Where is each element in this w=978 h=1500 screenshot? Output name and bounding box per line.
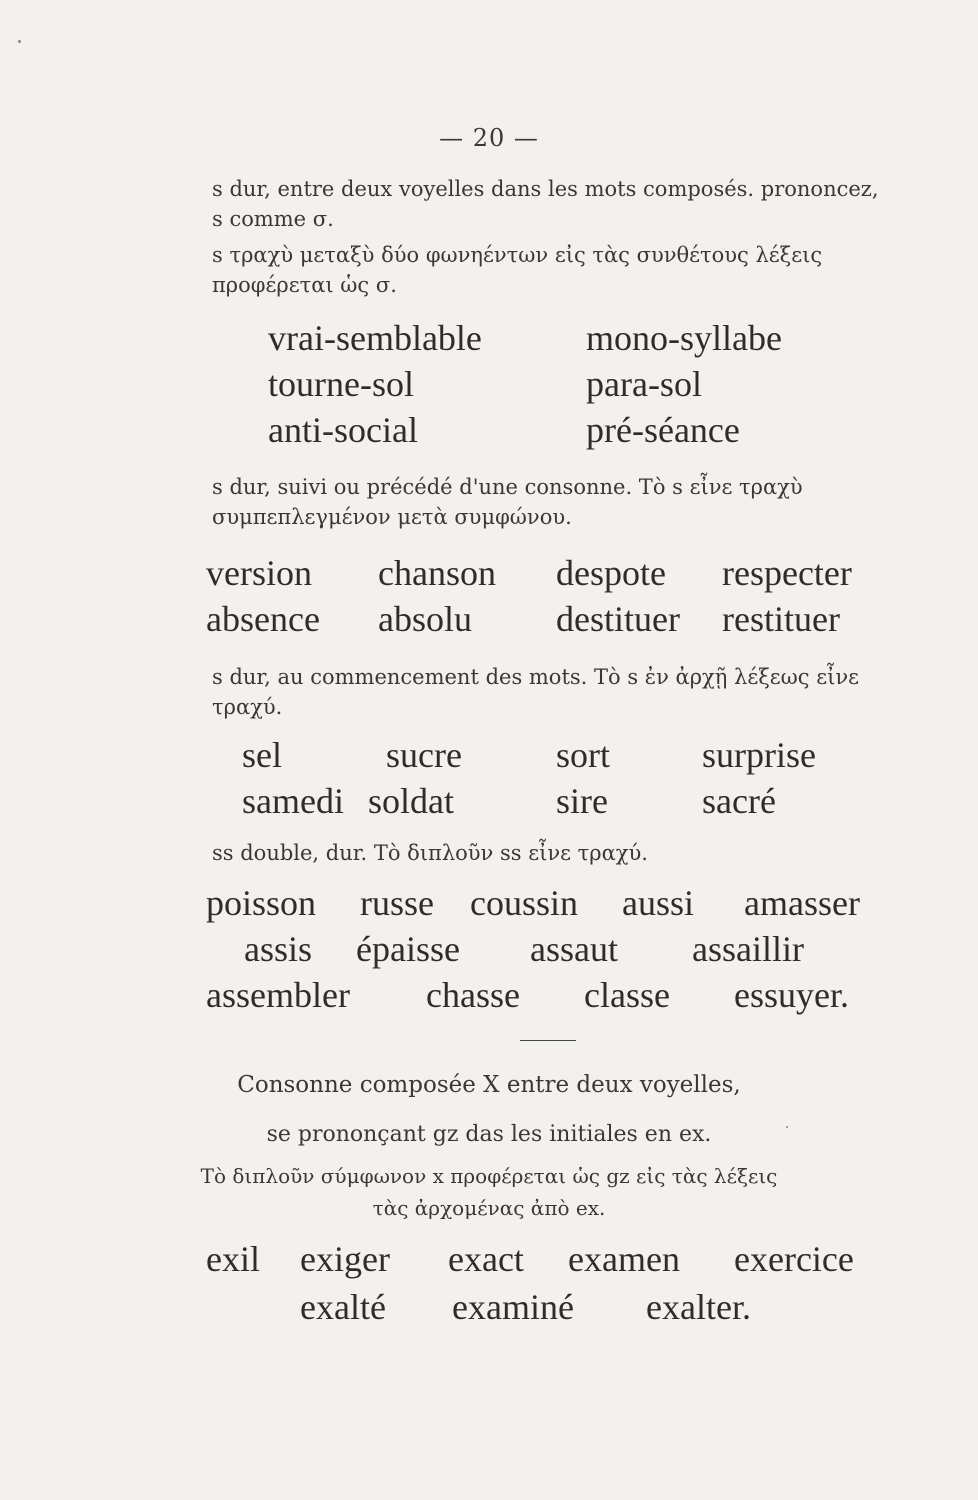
- word-vrai-semblable: vrai-semblable: [268, 318, 482, 358]
- word-sucre: sucre: [386, 735, 462, 775]
- word-para-sol: para-sol: [586, 364, 702, 404]
- word-assembler: assembler: [206, 975, 350, 1015]
- word-exil: exil: [206, 1239, 260, 1279]
- word-examine: examiné: [452, 1287, 574, 1327]
- section5-line1: Consonne composée X entre deux voyelles,: [237, 1072, 741, 1098]
- word-samedi: samedi: [242, 781, 344, 821]
- section5-line4: τὰς ἀρχομένας ἀπὸ ex.: [372, 1196, 606, 1220]
- word-surprise: surprise: [702, 735, 816, 775]
- word-russe: russe: [360, 883, 434, 923]
- word-classe: classe: [584, 975, 670, 1015]
- word-absolu: absolu: [378, 599, 472, 639]
- word-chanson: chanson: [378, 553, 496, 593]
- word-anti-social: anti-social: [268, 410, 418, 450]
- word-exalter: exalter.: [646, 1287, 751, 1327]
- word-assaut: assaut: [530, 929, 618, 969]
- word-version: version: [206, 553, 312, 593]
- section1-note-french: s dur, entre deux voyelles dans les mots composés. prononcez, s comme σ.: [212, 177, 879, 231]
- word-poisson: poisson: [206, 883, 317, 923]
- section2-note: s dur, suivi ou précédé d'une consonne. Τὸ s εἶνε τραχὺ συμπεπλεγμένον μετὰ συμφώνου.: [212, 475, 803, 529]
- word-absence: absence: [206, 599, 320, 639]
- word-destituer: destituer: [556, 599, 680, 639]
- word-pre-seance: pré-séance: [586, 410, 740, 450]
- word-amasser: amasser: [744, 883, 860, 923]
- word-assis: assis: [244, 929, 313, 969]
- word-mono-syllabe: mono-syllabe: [586, 318, 782, 358]
- word-assaillir: assaillir: [692, 929, 804, 969]
- word-despote: despote: [556, 553, 666, 593]
- word-respecter: respecter: [722, 553, 852, 593]
- word-exalte: exalté: [300, 1287, 386, 1327]
- word-sire: sire: [556, 781, 608, 821]
- word-aussi: aussi: [622, 883, 694, 923]
- word-exercice: exercice: [734, 1239, 854, 1279]
- section5-line3: Τὸ διπλοῦν σύμφωνον x προφέρεται ὡς gz εἰς τὰς λέξεις: [200, 1164, 778, 1188]
- word-sacre: sacré: [702, 781, 776, 821]
- word-sort: sort: [556, 735, 610, 775]
- section-divider: [520, 1040, 576, 1041]
- word-exact: exact: [448, 1239, 524, 1279]
- word-epaisse: épaisse: [356, 929, 460, 969]
- word-exiger: exiger: [300, 1239, 390, 1279]
- section4-note: ss double, dur. Τὸ διπλοῦν ss εἶνε τραχύ.: [212, 841, 648, 865]
- word-soldat: soldat: [368, 781, 454, 821]
- page-number: — 20 —: [439, 124, 539, 152]
- word-examen: examen: [568, 1239, 680, 1279]
- section5-line2: se prononçant gz das les initiales en ex.: [266, 1122, 712, 1147]
- word-essuyer: essuyer.: [734, 975, 849, 1015]
- word-coussin: coussin: [470, 883, 578, 923]
- section3-note: s dur, au commencement des mots. Τὸ s ἐν ἀρχῇ λέξεως εἶνε τραχύ.: [212, 665, 859, 719]
- word-restituer: restituer: [722, 599, 840, 639]
- paper-speck: [18, 40, 21, 43]
- paper-speck: [786, 1126, 788, 1128]
- word-sel: sel: [242, 735, 282, 775]
- section1-note-greek: s τραχὺ μεταξὺ δύο φωνηέντων εἰς τὰς συνθέτους λέξεις προφέρεται ὡς σ.: [212, 243, 823, 297]
- word-tourne-sol: tourne-sol: [268, 364, 414, 404]
- word-chasse: chasse: [426, 975, 520, 1015]
